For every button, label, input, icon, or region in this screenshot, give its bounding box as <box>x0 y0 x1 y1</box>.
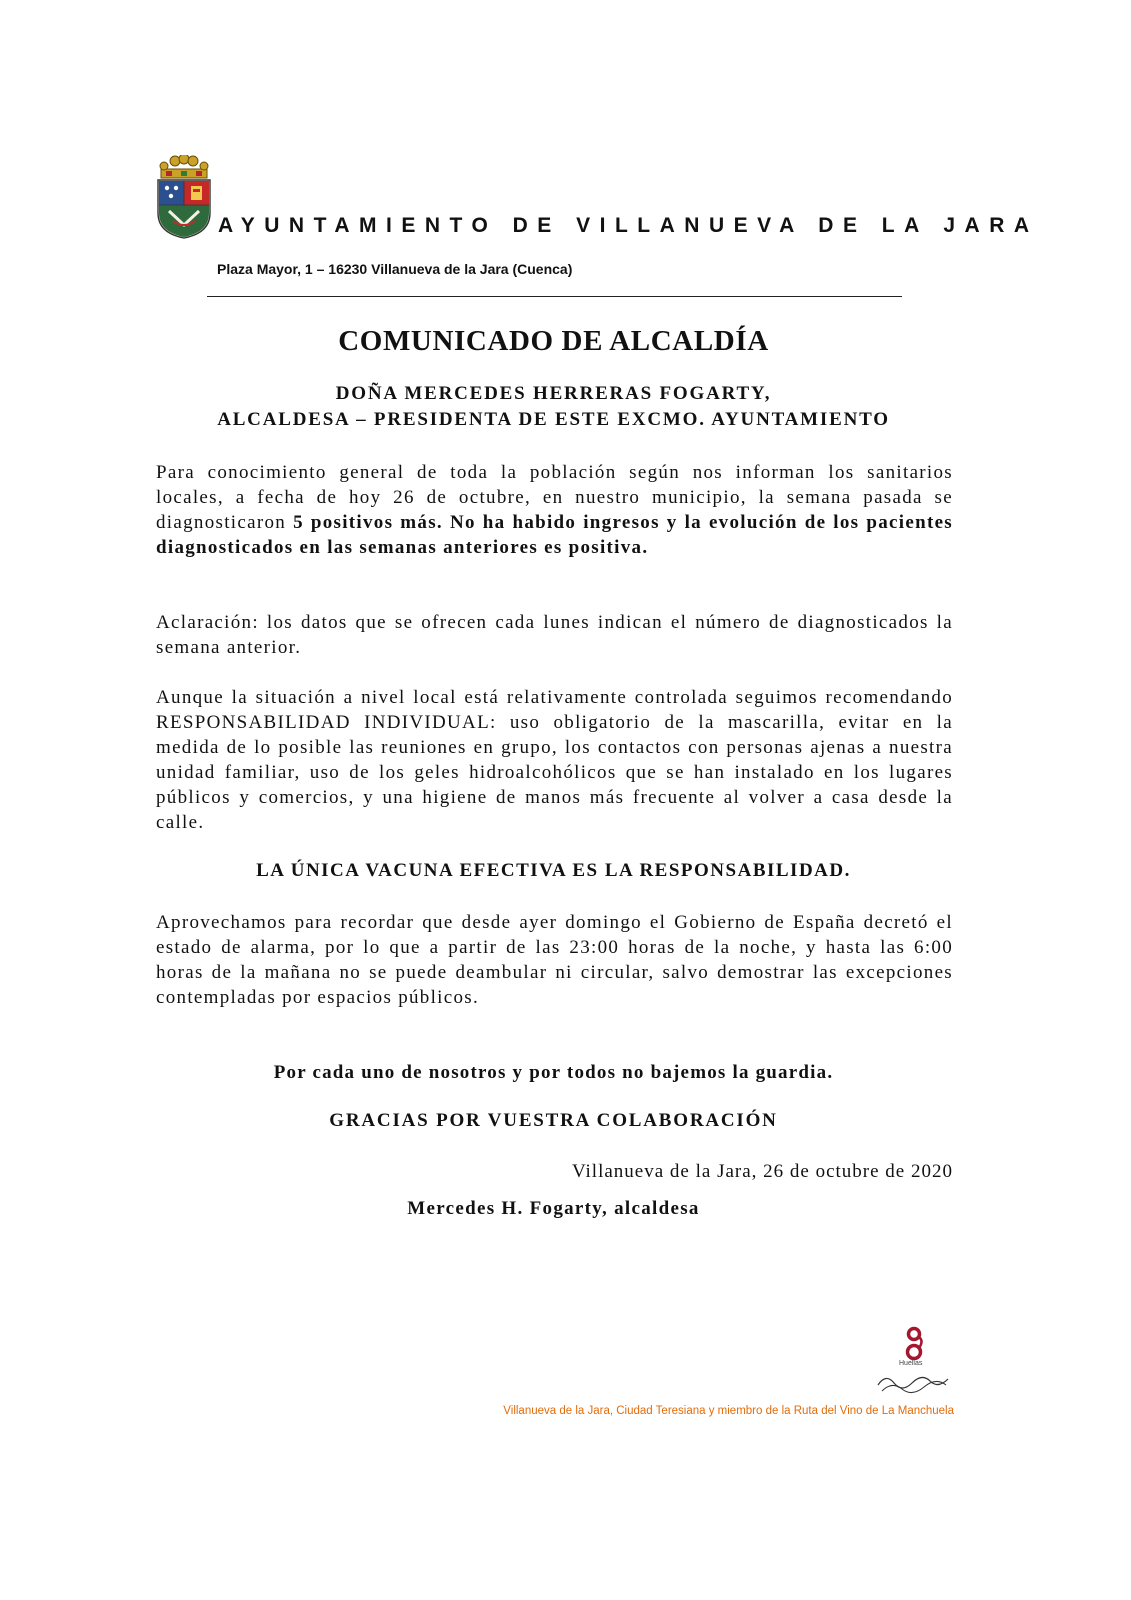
paragraph-cases-text: Para conocimiento general de toda la población según nos informan los sanitarios locales, a fecha de hoy 26 de octubre, en nuestro municipio, la semana pasada se diagnosticaron <box>156 462 953 533</box>
mayor-name: DOÑA MERCEDES HERRERAS FOGARTY, <box>335 383 772 404</box>
appeal-line: Por cada uno de nosotros y por todos no bajemos la guardia. <box>273 1062 834 1083</box>
signature: Mercedes H. Fogarty, alcaldesa <box>407 1198 700 1219</box>
paragraph-cases <box>156 460 953 560</box>
paragraph-clarification: Aclaración: los datos que se ofrecen cada lunes indican el número de diagnosticados la semana anterior. <box>156 612 953 658</box>
paragraph-state-of-alarm: Aprovechamos para recordar que desde ayer domingo el Gobierno de España decretó el estado de alarma, por lo que a partir de las 23:00 horas de la noche, y hasta las 6:00 horas de la mañana no se puede deambular ni circular, salvo demostrar las excepciones contempladas por espacios públicos. <box>156 912 953 1008</box>
mayor-role: ALCALDESA – PRESIDENTA DE ESTE EXCMO. AYUNTAMIENTO <box>217 409 890 430</box>
paragraph-recommendations: Aunque la situación a nivel local está relativamente controlada seguimos recomendando RESPONSABILIDAD INDIVIDUAL: uso obligatorio de la mascarilla, evitar en la medida de lo posible las reuniones en grupo, los contactos con personas ajenas a nuestra unidad familiar, uso de los geles hidroalcohólicos que se han instalado en los lugares públicos y comercios, y una higiene de manos más frecuente al volver a casa desde la calle. <box>156 687 953 833</box>
thanks-line: GRACIAS POR VUESTRA COLABORACIÓN <box>329 1110 778 1131</box>
document-title: COMUNICADO DE ALCALDÍA <box>338 325 769 357</box>
organization-name: AYUNTAMIENTO DE VILLANUEVA DE LA JARA <box>218 214 1039 237</box>
organization-address: Plaza Mayor, 1 – 16230 Villanueva de la Jara (Cuenca) <box>217 261 573 277</box>
place-and-date: Villanueva de la Jara, 26 de octubre de 2020 <box>571 1161 953 1182</box>
header-divider <box>207 296 902 297</box>
motto: LA ÚNICA VACUNA EFECTIVA ES LA RESPONSABILIDAD. <box>256 860 851 881</box>
coat-of-arms-icon <box>155 155 213 239</box>
paragraph-cases-bold: 5 positivos más. No ha habido ingresos y la evolución de los pacientes diagnosticados en las semanas anteriores es positiva. <box>156 512 954 558</box>
huellas-logo-label: Huellas <box>899 1360 923 1367</box>
footer-text: Villanueva de la Jara, Ciudad Teresiana y miembro de la Ruta del Vino de La Manchuela <box>503 1405 954 1417</box>
